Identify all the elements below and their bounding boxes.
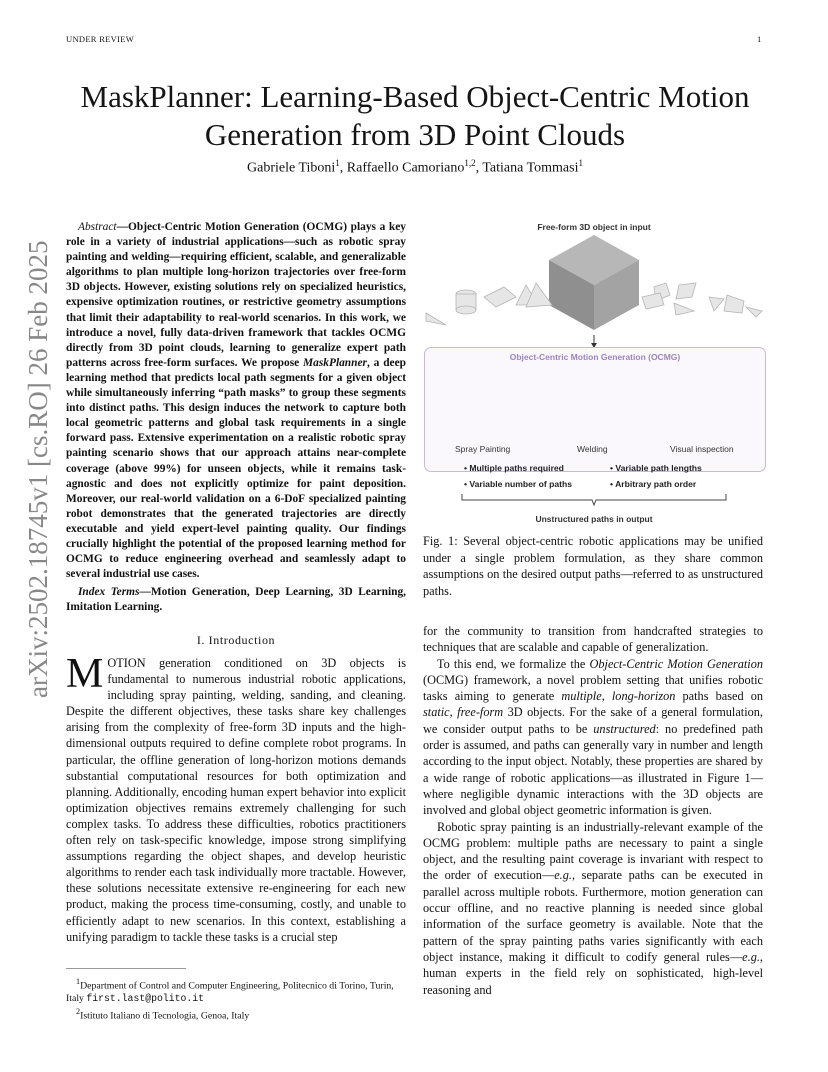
bullet-item: • Variable path lengths: [610, 463, 702, 473]
figure-output-label: Unstructured paths in output: [535, 514, 653, 524]
intro-body: generation conditioned on 3D objects is fundamental to numerous industrial robotic applications, including spray painting, welding, sanding, and cleaning. Despite the different objectives, these tasks share key challenges arising from the complexity of free-form 3D inputs and the high-dimensional outputs required to define complete robot programs. In particular, the offline generation of long-horizon motions demands substantial computational resources for both optimization and planning. Additionally, encoding human expert behavior into explicit optimization objectives remains extremely challenging for such complex tasks. To address these difficulties, robotics practitioners often rely on task-specific knowledge, impose strong simplifying assumptions regarding the object shapes, and develop heuristic algorithms to render each task individually more tractable. However, these solutions necessitate extensive re-engineering for each new product, making the process time-consuming, costly, and unable to efficiently adapt to new scenarios. In this context, establishing a unifying paradigm to tackle these tasks is a crucial step: [66, 656, 406, 944]
affiliation-mark: 1: [335, 158, 340, 168]
bullet-list-right: [610, 460, 702, 492]
bullet-item: • Arbitrary path order: [610, 479, 697, 489]
figure-caption: Fig. 1: Several object-centric robotic applications may be unified under a single problem formulation, as they share common assumptions on the desired output paths—referred to as unstructured paths.: [423, 534, 763, 598]
figure-1: [424, 215, 764, 530]
footnote-mark: 1: [76, 977, 81, 986]
footnote-rule: [66, 968, 186, 969]
paper-title: MaskPlanner: Learning-Based Object-Centric Motion Generation from 3D Point Clouds: [80, 79, 750, 152]
paragraph: for the community to transition from handcrafted strategies to techniques that are scalable and capable of generalization.: [423, 624, 763, 655]
intro-text: [66, 651, 406, 945]
author-name: Tatiana Tommasi: [482, 160, 579, 176]
arxiv-stamp: arXiv:2502.18745v1 [cs.RO] 26 Feb 2025: [23, 240, 53, 698]
footnote-mark: 2: [76, 1007, 81, 1017]
ocmg-box-title: Object-Centric Motion Generation (OCMG): [509, 352, 681, 362]
footnotes: [66, 975, 406, 1023]
paragraph: To this end, we formalize the Object-Centric Motion Generation (OCMG) framework, a novel problem setting that unifies robotic tasks aiming to generate multiple, long-horizon paths based on static, free-form 3D objects. For the sake of a general formulation, we consider output paths to be unstructured: no predefined path order is assumed, and paths can generally vary in number and length according to the input object. Notably, these properties are shared by a wide range of robotic applications—as illustrated in Figure 1—where negligible dynamic interactions with the 3D objects are involved and global object geometric information is given.: [423, 656, 764, 818]
affiliation-mark: 1: [578, 158, 583, 168]
footnote-text: Istituto Italiano di Tecnologia, Genoa, Italy: [80, 1010, 250, 1022]
index-terms: [66, 585, 406, 615]
right-column-text: [423, 623, 763, 998]
app-label: Visual inspection: [670, 444, 734, 454]
author-name: Raffaello Camoriano: [346, 160, 465, 176]
section-heading: I. Introduction: [196, 633, 276, 647]
abstract-text: —Object-Centric Motion Generation (OCMG) plays a key role in a variety of industrial applications—such as robotic spray painting and welding—requiring efficient, scalable, and generalizable algorithms to plan multiple long-horizon trajectories over free-form 3D objects. However, existing solutions rely on specialized heuristics, expensive optimization routines, or restrictive geometry assumptions that limit their adaptability to real-world scenarios. In this work, we introduce a novel, fully data-driven framework that tackles OCMG directly from 3D point clouds, learning to generalize expert path patterns across free-form surfaces. We propose: [66, 221, 406, 369]
index-terms-text: —Motion Generation, Deep Learning, 3D Learning, Imitation Learning.: [66, 586, 406, 613]
author-name: Gabriele Tiboni: [247, 160, 336, 176]
index-terms-lead: Index Terms: [78, 586, 140, 598]
running-header: UNDER REVIEW: [66, 34, 135, 44]
input-cube-icon: [549, 235, 639, 330]
intro-first-word: OTION: [107, 656, 146, 670]
app-label: Spray Painting: [455, 444, 511, 454]
abstract: [66, 220, 406, 582]
author-list: Gabriele Tiboni$^1$, Raffaello Camoriano$^{1,2}$, Tatiana Tommasi$^1$: [247, 158, 583, 176]
page-number: 1: [757, 34, 762, 44]
bullet-item: • Multiple paths required: [464, 463, 564, 473]
bullet-list-left: [464, 460, 572, 492]
footnote-text: Department of Control and Computer Engineering, Politecnico di Torino, Turin, Italy: [66, 980, 394, 1005]
output-brace: [462, 494, 726, 505]
ocmg-box: [424, 347, 766, 472]
footnote-email: first.last@polito.it: [86, 993, 204, 1005]
app-label: Welding: [577, 444, 608, 454]
dropcap: M: [66, 651, 104, 697]
paragraph: Robotic spray painting is an industrially-relevant example of the OCMG problem: multiple paths are necessary to paint a single object, and the resulting paint coverage is invariant with respect to the order of execution—e.g., separate paths can be executed in parallel across multiple robots. Furthermore, motion generation can occur offline, and no reactive planning is needed since global information of the surface geometry is available. Note that the pattern of the spray painting paths varies significantly with each object instance, making it difficult to codify general rules—e.g., human experts in the field rely on sophisticated, high-level reasoning and: [423, 819, 763, 997]
abstract-lead: Abstract: [78, 221, 117, 233]
figure-input-label: Free-form 3D object in input: [537, 222, 651, 232]
affiliation-mark: 1,2: [464, 158, 476, 168]
bullet-item: • Variable number of paths: [464, 479, 573, 489]
abstract-text: , a deep learning method that predicts local path segments for a given object while simultaneously inferring “path masks” to group these segments into distinct paths. This design induces the network to capture both local geometric patterns and global task requirements in a single forward pass. Extensive experimentation on a realistic robotic spray painting scenario shows that our approach attains near-complete coverage (above 99%) for unseen objects, while it remains task-agnostic and does not explicitly optimize for paint deposition. Moreover, our real-world validation on a 6-DoF specialized painting robot demonstrates that the generated trajectories are directly executable and yield expert-level painting quality. Our findings crucially highlight the potential of the proposed learning method for OCMG to reduce engineering overhead and seamlessly adapt to several industrial use cases.: [66, 356, 406, 581]
method-name: MaskPlanner: [303, 356, 367, 369]
